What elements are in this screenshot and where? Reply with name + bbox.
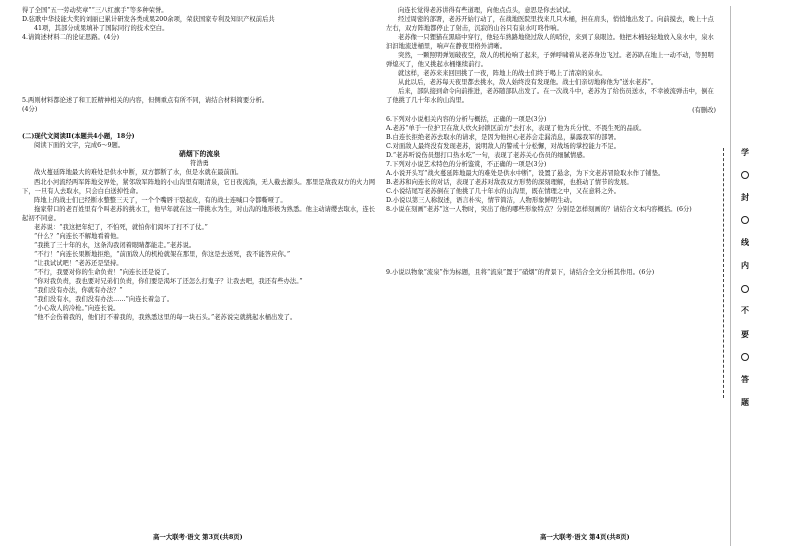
story-paragraph: 经过周密的部署，老苏开始行动了，在战地医院里找来几只木桶，担在肩头，悄悄地出发了。向前摸去，晚上十点左右，双方阵地都停止了射击，沉寂的山谷只有泉水叮咚作响。 [386,16,714,33]
question-5: 5.两则材料都论述了和工匠精神相关的内容，但侧重点有所不同，请结合材料简要分析。 [22,97,269,105]
option: A.老苏“单于一位护卫在敌人炊火封锁区前方”去打水，表现了他为兵分忧、不畏生死的品质。 [386,124,646,132]
option: C.小说结尾写老苏倒在了他挑了几十年水的山沟里，既在情理之中，又在意料之外。 [386,187,621,195]
text-line: 得了全国“五一劳动奖章”“三八红旗手”等多种荣誉。 [22,7,168,14]
seal-char: 题 [741,397,749,407]
question-8: 8.小说在刻画“老苏”这一人物时，突出了他的哪些形象特点？分别是怎样刻画的？请结合文本内容概括。(6分) [386,206,692,214]
question-5-score: (4分) [22,106,38,114]
seal-char: 不 [741,306,749,316]
story-paragraph: “你对我负责，我也要对兄弟们负责，你们要是渴坏了还怎么打鬼子？让我去吧，我还有些办法。” [34,278,303,286]
story-paragraph: “他不会伤着我的，他们打不着我的，我熟悉这里的每一块石头。”老苏说完就挑起水桶出发了。 [34,314,297,322]
seal-circle [741,285,749,293]
question-4: 4.请简述材料二的论证思路。(4分) [22,34,120,42]
question-7: 7.下列对小说艺术特色的分析鉴赏，不正确的一项是(3分) [386,160,547,168]
story-author: 符浩勇 [190,160,209,168]
option: D.“老苏听说伤员想打口热水吃”一句，表现了老苏关心伤员的细腻情感。 [386,151,589,159]
story-paragraph: “我们没有水，我们没有办法……”向连长着急了。 [34,296,174,304]
seal-char: 要 [741,329,749,339]
right-column [386,6,716,277]
option: B.白连长拒绝老苏去取水的请求，是因为他担心老苏会走漏消息，暴露我军的部署。 [386,133,621,141]
seal-line-notice [736,148,754,408]
story-paragraph: 战火蔓延阵地最大的难处是供水中断，双方都断了水，但是水就在最前面。 [34,169,243,177]
story-paragraph: 老苏像一只狸猫在黑暗中穿行，他轻车熟路地绕过敌人的哨位，来到了泉眼边。他把木桶轻轻地放入泉水中，泉水汩汩地流进桶里，响声在静夜里格外清晰。 [386,34,714,51]
story-paragraph: 拖家带口的老百姓里有个叫老苏的挑水工，他早年就在这一带挑水为生，对山沟的地形极为熟悉。他主动请缨去取水，连长起初不同意。 [22,205,376,222]
section-heading: (二)现代文阅读Ⅱ(本题共4小题，18分) [22,133,135,141]
story-paragraph: “什么？”向连长不解地看着他。 [34,232,123,240]
question-6: 6.下列对小说相关内容的分析与概括，正确的一项是(3分) [386,115,547,123]
story-title: 硝烟下的流泉 [179,150,220,159]
left-column [22,6,377,322]
story-paragraph: 就这样，老苏来来回回挑了一夜，阵地上的战士们终于喝上了清凉的泉水。 [398,70,607,78]
story-paragraph: “让我试试吧！”老苏还是坚持。 [34,259,123,267]
story-paragraph: “不行，我要对你的生命负责！”向连长还是说了。 [34,268,174,276]
seal-circle [741,353,749,361]
seal-char: 封 [741,192,749,202]
option: D.小说以第三人称叙述，语言朴实，情节简洁，人物形象鲜明生动。 [386,196,577,204]
text-line: D.弦歌中华技能大奖的刘丽已累计研发各类成果200余项，荣获国家专利及知识产权前后共 [22,16,275,24]
seal-char: 学 [741,148,749,157]
story-paragraph: 后来，部队接到命令向前推进，老苏随部队出发了。在一次战斗中，老苏为了给伤员送水，不幸被流弹击中，倒在了他挑了几十年水的山沟里。 [386,88,714,105]
story-paragraph: 向连长觉得老苏讲得有些道理，向他点点头，意思是你去试试。 [398,7,575,14]
seal-char: 线 [741,237,749,247]
story-paragraph: 西北小河流经两军阵地交界处，紧邻敌军阵地的小山沟里有眼清泉，它日夜流淌，无人截去源头。那里是敌我双方的火力网下，一旦有人去取水，只会白白送掉性命。 [22,178,376,195]
seal-circle [741,216,749,224]
story-paragraph: “我挑了三十年的水，这条沟我闭着眼睛都能走。”老苏说。 [34,241,196,249]
story-paragraph: 阵地上的战士们已经断水整整三天了，一个个嘴唇干裂起皮，有的战士连喊口令都嘶哑了。 [34,196,287,204]
margin-rule [730,6,731,546]
seal-char: 答 [741,374,749,384]
edit-note: (有删改) [692,106,716,114]
story-paragraph: 老苏说：“我这把年纪了，不怕死，就怕你们渴坏了打不了仗。” [34,223,208,231]
seal-circle [741,171,749,179]
text-line: 41项，其部分成果填补了国际同行的技术空白。 [34,25,169,33]
option: B.老苏和向连长的对话，表现了老苏对敌我双方形势的深刻理解，也推动了情节的发展。 [386,178,633,186]
story-paragraph: “不行！”向连长果断地拒绝，“前面敌人的机枪就架在那里，你这是去送死，我不能答应你。” [34,250,291,258]
seal-dashed-line [723,148,724,398]
option: A.小说开头写“战火蔓延阵地最大的难处是供水中断”，设置了悬念，为下文老苏冒险取水作了铺垫。 [386,169,665,177]
story-paragraph: 突然，一颗照明弹划破夜空，敌人的机枪响了起来，子弹呼啸着从老苏身边飞过。老苏趴在地上一动不动，等照明弹熄灭了，他又挑起水桶继续前行。 [386,52,714,69]
page-footer-right: 高一大联考·语文 第4页(共8页) [540,533,630,541]
story-paragraph: “小心敌人的冷枪。”向连长说。 [34,305,120,313]
question-9: 9.小说以物象“流泉”作为标题，且将“流泉”置于“硝烟”的背景下，请结合全文分析其作用。(6分) [386,269,655,277]
reading-instruction: 阅读下面的文字，完成6～9题。 [34,142,125,150]
option: C.对面敌人最终没有发现老苏，说明敌人的警戒十分松懈，对战场的掌控能力不足。 [386,142,621,150]
seal-char: 内 [741,261,749,271]
story-paragraph: “我们没有办法，你就有办法？” [34,287,123,295]
story-paragraph: 从此以后，老苏每天夜里都去挑水，敌人始终没有发现他。战士们亲切地称他为“送水老苏”。 [398,79,658,87]
page-footer-left: 高一大联考·语文 第3页(共8页) [153,533,243,541]
